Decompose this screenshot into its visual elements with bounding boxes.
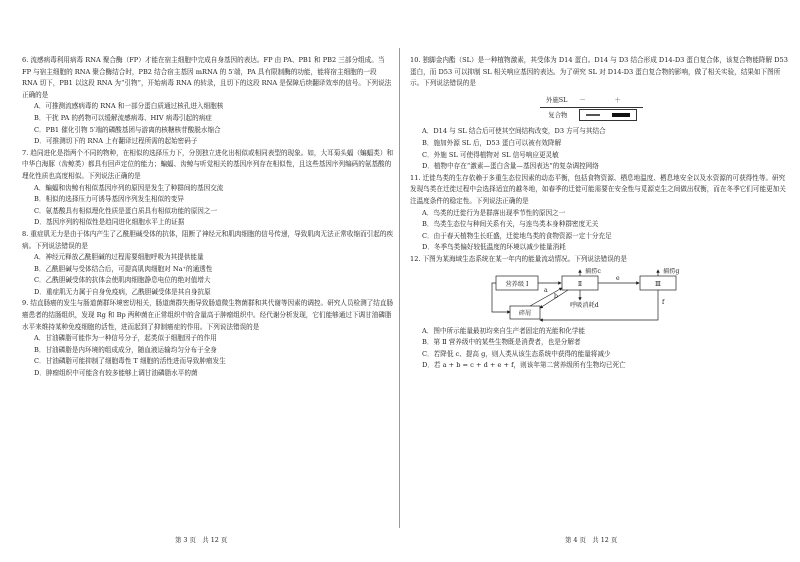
- label-respiration-d: 呼吸消耗d: [570, 301, 599, 309]
- question-11: [410, 173, 788, 254]
- option-b: B．鸟类生态位与种间关系有关，与连鸟类本身种群密度无关: [422, 220, 599, 229]
- energy-flow-diagram: [490, 268, 710, 324]
- label-a: a: [544, 286, 548, 294]
- complex-row-label: 复合物: [548, 110, 568, 119]
- label-harvest-c: 捕捞c: [585, 267, 601, 275]
- option-a: A．蝙蝠和齿鲸有相似基因序列的原因是发生了种群间的基因交流: [34, 183, 224, 192]
- option-d: D．肿瘤组织中可能含有较多能够上调甘油磷脂水平的菌: [34, 369, 198, 378]
- option-a: A．图中所示能量最初均来自生产者固定的光能和化学能: [422, 326, 586, 335]
- option-d: D．若 a + b = c + d + e + f，则该年第二营养级所有生物均已死亡: [422, 361, 626, 370]
- option-b: B．第 Ⅱ 营养级中的某些生物既是消费者，也是分解者: [422, 338, 581, 347]
- option-b: B．乙酰胆碱与受体结合后，可提高肌肉细胞对 Na⁺的通透性: [34, 264, 213, 273]
- option-c: C．若降低 c、提高 g，则人类从该生态系统中获得的能量将减少: [422, 349, 611, 358]
- strong-band: [612, 113, 630, 117]
- sl-row-label: 外施SL: [540, 94, 573, 108]
- question-stem: 8. 重症肌无力是由于体内产生了乙酰胆碱受体的抗体，阻断了神经元和肌肉细胞的信号传递，导致肌肉无法正常收缩而引起的疾病。下列说法错误的是: [22, 229, 394, 250]
- western-blot-bands: [579, 109, 637, 121]
- option-a: A．可推测流感病毒的 RNA 和一部分蛋白质通过核孔进入细胞核: [34, 102, 224, 111]
- question-9: [22, 298, 394, 379]
- question-stem: 10. 独脚金内酯（SL）是一种植物激素，其受体为 D14 蛋白。D14 与 D3 结合形成 D14-D3 蛋白复合体，该复合物能降解 D53 蛋白，而 D53 可以抑制 SL 相关响应基因的表达。为了研究 SL 对 D14-D3 蛋白复合物的影响，做了相关实验，结果如下图所示。下列说法错误的是: [410, 56, 788, 88]
- question-stem: 12. 下图为某海域生态系统在某一年内的能量流动情况。下列说法错误的是: [410, 254, 627, 263]
- label-harvest-g: 捕捞g: [663, 267, 680, 275]
- option-c: C．由于春天植物生长旺盛，迁徙地鸟类的食物资源一定十分充足: [422, 231, 612, 240]
- question-8: [22, 229, 394, 299]
- question-stem: 6. 流感病毒利用病毒 RNA 聚合酶（FP）才能在宿主细胞中完成自身基因的表达。FP 由 PA、PB1 和 PB2 三部分组成。当 FP 与宿主细胞的 RNA 聚合酶结合时，PB2 结合宿主基因 mRNA 的 5′端，PA 具有限制酶的功能，能将宿主细胞的一段 RNA 切下，PB1 以这段 RNA 为“引物”，开始病毒 RNA 的转录，且切下的这段 RNA 是保障后续翻译效率的信号。下列说法正确的是: [22, 56, 392, 99]
- trophic-level-3-label: Ⅲ: [655, 280, 661, 288]
- question-12: [410, 254, 788, 372]
- question-stem: 11. 迁徙鸟类的生存依赖于多重生态位因素的动态平衡，包括食物资源、栖息地温度、栖息地安全以及水资源的可获得性等。研究发现鸟类在迁徙过程中会选择适宜的越冬地，如春季的迁徙可能需要在安全性与觅源克生之间做出权衡，而在冬季它们可能更加关注温度条件的稳定性。下列说法正确的是: [410, 173, 786, 205]
- question-7: [22, 148, 394, 229]
- page-number-right: 第 4 页 共 12 页: [565, 536, 618, 544]
- detritus-label: 碎屑: [518, 309, 532, 317]
- question-6: [22, 55, 394, 148]
- option-a: A．D14 与 SL 结合后可使其空间结构改变，D3 方可与其结合: [422, 127, 606, 136]
- option-b: B．干扰 PA 的药物可以缓解流感病毒、HIV 病毒引起的病症: [34, 113, 212, 122]
- question-stem: 7. 趋同进化是指两个不同的物种，在相似的选择压力下，分别独立进化出相似或相同表型的现象。如，大耳菊头蝠（蝙蝠类）和中华白海豚（齿鲸类）都具有回声定位的能力；蝙蝠、齿鲸与听觉相关的基因序列存在相似性，且这些基因序列编码的氨基酸的理化性质也高度相似。下列说法正确的是: [22, 148, 394, 180]
- option-b: B．施加外源 SL 后，D53 蛋白可以被有效降解: [422, 138, 562, 147]
- sl-plus: ＋: [608, 94, 643, 108]
- option-b: B．甘油磷脂是内环境的组成成分，随血液运输均匀分布于全身: [34, 345, 217, 354]
- trophic-level-2-label: Ⅱ: [577, 280, 583, 288]
- option-c: C．甘油磷脂可能抑制了细胞毒性 T 细胞的活性进而导致肿瘤发生: [34, 357, 226, 366]
- option-a: A．鸟类的迁徙行为是群落出现季节性的原因之一: [422, 208, 566, 217]
- option-d: D．基因序列的相似性是趋同进化细胞水平上的证据: [34, 218, 185, 227]
- label-e: e: [616, 274, 620, 282]
- option-d: D．冬季鸟类偏好较低温度的环境以减少能量消耗: [422, 243, 566, 252]
- sl-experiment-table: [540, 94, 643, 123]
- right-page: [400, 0, 800, 562]
- page-number-left: 第 3 页 共 12 页: [175, 536, 228, 544]
- option-d: D．植物中存在“激素—蛋白含量—基因表达”的复杂调控网络: [422, 162, 599, 171]
- option-d: D．可推测切下的 RNA 上有翻译过程所需的起始密码子: [34, 137, 198, 146]
- trophic-level-1-label: 营养级 Ⅰ: [505, 280, 529, 288]
- option-d: D．重症肌无力属于自身免疫病，乙酰胆碱受体是其自身抗原: [34, 287, 211, 296]
- label-f: f: [662, 298, 665, 306]
- faint-band: [586, 114, 600, 116]
- option-c: C．氨基酸具有相似理化性质是蛋白质具有相似功能的原因之一: [34, 206, 218, 215]
- option-a: A．神经元释放乙酰胆碱的过程需要细胞呼吸为其提供能量: [34, 253, 204, 262]
- option-b: B．相似的选择压力可诱导基因序列发生相似的变异: [34, 195, 184, 204]
- question-stem: 9. 结直肠癌的发生与肠道菌群环境密切相关，肠道菌群失衡导致肠道微生物菌群和其代谢等因素的调控。研究人员检测了结直肠癌患者的结肠组织，发现 Rg 和 Bp 两种菌在正常组织中的含量高于肿瘤组织中。经代谢分析发现，它们能够通过下调甘油磷脂水平来维持某种免疫细胞的活性，进而起到了抑制癌症的作用。下列说法错误的是: [22, 299, 394, 331]
- question-10: [410, 55, 788, 173]
- option-c: C．PB1 催化引物 5′端的磷酸基团与游离的核糖核苷酸脱水缩合: [34, 125, 221, 134]
- option-c: C．乙酰胆碱受体的抗体会使肌肉细胞静息电位的绝对值增大: [34, 276, 211, 285]
- sl-minus: －: [573, 94, 608, 108]
- option-a: A．甘油磷脂可能作为一种信号分子，起类似于细胞因子的作用: [34, 334, 217, 343]
- option-c: C．外施 SL 可使得植物对 SL 信号响应更灵敏: [422, 150, 559, 159]
- label-b: b: [554, 292, 558, 300]
